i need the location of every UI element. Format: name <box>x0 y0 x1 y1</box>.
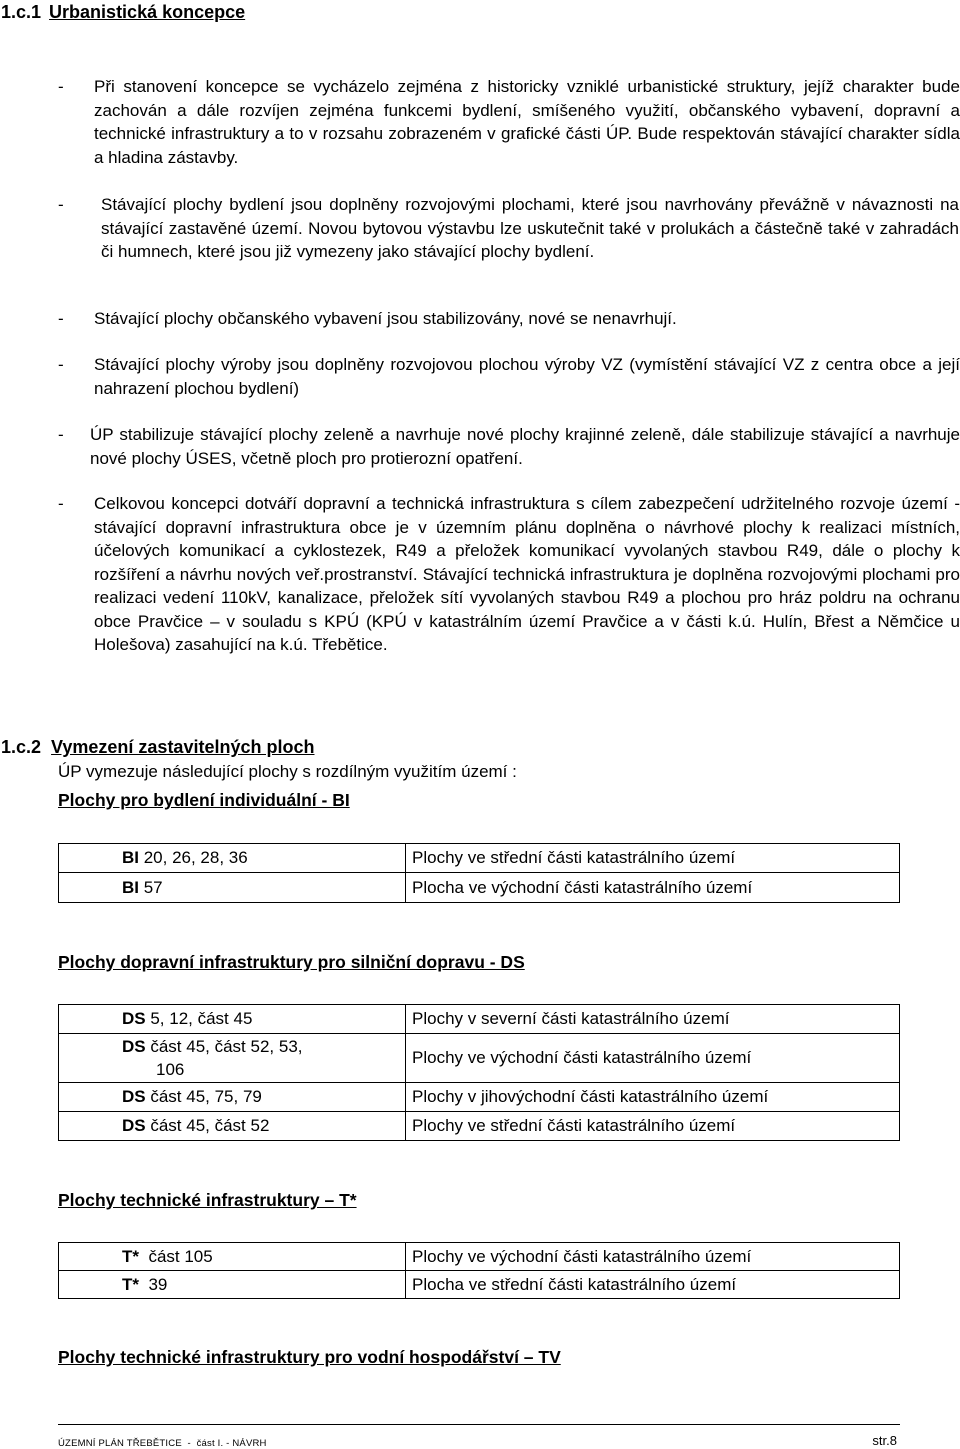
code-cell <box>59 1112 406 1141</box>
table-row <box>59 1271 900 1299</box>
page-number: str.8 <box>872 1433 897 1448</box>
bullet-dash: - <box>58 425 64 444</box>
code-cell <box>59 844 406 873</box>
code-prefix: BI <box>122 848 139 867</box>
table-row <box>59 1034 900 1083</box>
page-footer <box>58 1424 900 1449</box>
table-row <box>59 1005 900 1034</box>
bullet-paragraph: Celkovou koncepci dotváří dopravní a technická infrastruktura s cílem zabezpečení udržitelného rozvoje území - stávající dopravní infrastruktura obce je v územním plánu doplněna o návrhové plochy k realizaci místních, účelových komunikací a cyklostezek, R49 a přeložek komunikací vyvolaných stavbou R49, dále o plochy k rozšíření a návrhu nových veř.prostranství. Stávající technická infrastruktura je doplněna rozvojovými plochami pro realizaci vedení 110kV, kanalizace, přeložek sítí vyvolaných stavbou R49 a plochou pro hráz poldru na ochranu obce Pravčice – v souladu s KPÚ (KPÚ v katastrálním území Pravčice a v části k.ú. Hulín, Břest a Němčice u Holešova) zasahující na k.ú. Třebětice. <box>94 494 960 654</box>
bullet-dash: - <box>58 77 64 96</box>
code-values: 20, 26, 28, 36 <box>139 848 248 867</box>
section-number: 1.c.2 <box>1 737 42 757</box>
table-row <box>59 844 900 873</box>
code-values: část 45, část 52, 53, <box>145 1037 303 1056</box>
subheading-t: Plochy technické infrastruktury – T* <box>58 1190 357 1210</box>
description-cell: Plochy ve střední části katastrálního území <box>406 844 900 873</box>
bullet-dash: - <box>58 309 64 328</box>
code-cell <box>59 1034 406 1083</box>
footer-document-title: ÚZEMNÍ PLÁN TŘEBĚTICE - část I. - NÁVRH <box>58 1438 267 1449</box>
code-prefix: DS <box>122 1009 146 1028</box>
section-title: Vymezení zastavitelných ploch <box>51 737 315 757</box>
code-values: 106 <box>156 1060 185 1079</box>
description-cell: Plochy v severní části katastrálního území <box>406 1005 900 1034</box>
bullet-dash: - <box>58 494 64 513</box>
code-cell <box>59 1243 406 1271</box>
code-values: 39 <box>139 1274 168 1294</box>
subheading-bi: Plochy pro bydlení individuální - BI <box>58 790 350 810</box>
description-cell: Plocha ve východní části katastrálního území <box>406 873 900 903</box>
table-t <box>58 1242 900 1299</box>
code-cell <box>59 873 406 903</box>
subheading-tv: Plochy technické infrastruktury pro vodní hospodářství – TV <box>58 1347 561 1367</box>
bullet-dash: - <box>58 355 64 374</box>
code-cell <box>59 1005 406 1034</box>
section-number: 1.c.1 <box>1 2 42 22</box>
code-prefix: T* <box>122 1246 139 1266</box>
bullet-paragraph: ÚP stabilizuje stávající plochy zeleně a navrhuje nové plochy krajinné zeleně, dále stabilizuje stávající a navrhuje nové plochy ÚSES, včetně ploch pro protierozní opatření. <box>90 425 960 468</box>
table-row <box>59 1243 900 1271</box>
section-title: Urbanistická koncepce <box>49 2 246 22</box>
section-heading-1 <box>1 2 245 23</box>
code-values: část 45, 75, 79 <box>145 1087 262 1106</box>
subheading-ds: Plochy dopravní infrastruktury pro silniční dopravu - DS <box>58 952 525 972</box>
code-prefix: T* <box>122 1274 139 1294</box>
code-prefix: BI <box>122 877 139 897</box>
table-row <box>59 1112 900 1141</box>
code-prefix: DS <box>122 1037 146 1056</box>
code-prefix: DS <box>122 1087 146 1106</box>
section-heading-2 <box>1 737 314 758</box>
description-cell: Plochy ve východní části katastrálního území <box>406 1243 900 1271</box>
bullet-paragraph: Stávající plochy výroby jsou doplněny rozvojovou plochou výroby VZ (vymístění stávající VZ z centra obce a její nahrazení plochou bydlení) <box>94 355 960 398</box>
code-cell <box>59 1083 406 1112</box>
table-row <box>59 873 900 903</box>
section-intro: ÚP vymezuje následující plochy s rozdílným využitím území : <box>58 762 517 781</box>
code-prefix: DS <box>122 1116 146 1135</box>
table-row <box>59 1083 900 1112</box>
code-values: část 105 <box>139 1246 213 1266</box>
code-values: 57 <box>139 877 163 897</box>
description-cell: Plocha ve střední části katastrálního území <box>406 1271 900 1299</box>
description-cell: Plochy ve východní části katastrálního území <box>406 1034 900 1083</box>
bullet-paragraph: Při stanovení koncepce se vycházelo zejména z historicky vzniklé urbanistické struktury, jejíž charakter bude zachován a dále rozvíjen zejména funkcemi bydlení, smíšeného využití, občanského vybavení, dopravní a technické infrastruktury a to v rozsahu zobrazeném v grafické části ÚP. Bude respektován stávající charakter sídla a hladina zástavby. <box>94 77 960 167</box>
table-ds <box>58 1004 900 1141</box>
table-bi <box>58 843 900 903</box>
bullet-dash: - <box>58 195 64 214</box>
bullet-paragraph: Stávající plochy bydlení jsou doplněny rozvojovými plochami, které jsou navrhovány převážně v návaznosti na stávající zastavěné území. Novou bytovou výstavbu lze uskutečnit také v prolukách a částečně také v zahradách či humnech, které jsou již vymezeny jako stávající plochy bydlení. <box>101 195 959 261</box>
code-values: 5, 12, část 45 <box>145 1009 253 1028</box>
description-cell: Plochy v jihovýchodní části katastrálního území <box>406 1083 900 1112</box>
code-cell <box>59 1271 406 1299</box>
code-values: část 45, část 52 <box>145 1116 270 1135</box>
bullet-paragraph: Stávající plochy občanského vybavení jsou stabilizovány, nové se nenavrhují. <box>94 309 677 328</box>
description-cell: Plochy ve střední části katastrálního území <box>406 1112 900 1141</box>
